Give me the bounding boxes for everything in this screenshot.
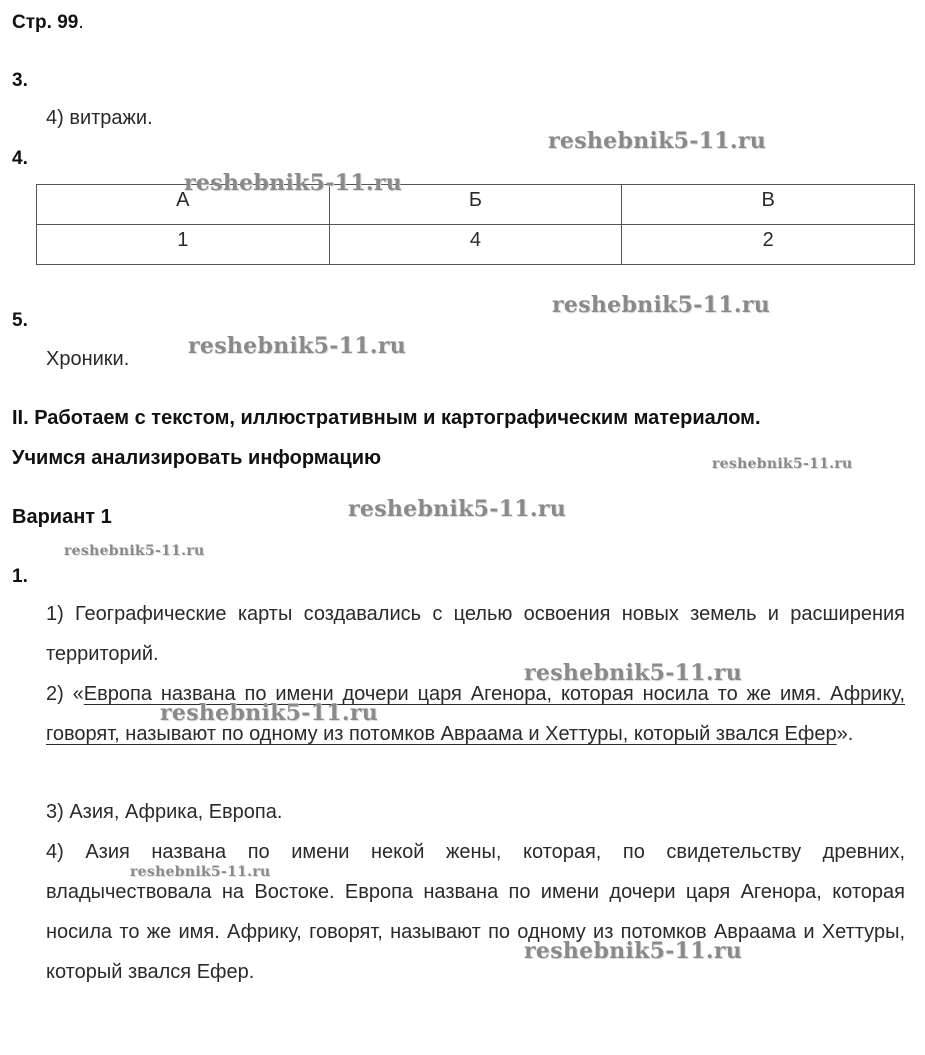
question-4-number: 4. — [12, 148, 28, 169]
answer-item-3: 3) Азия, Африка, Европа. — [46, 801, 283, 823]
item-2-prefix: 2) « — [46, 683, 84, 705]
table-row — [37, 225, 915, 265]
watermark: reshebnik5-11.ru — [712, 456, 853, 472]
answer-item-1: 1) Географические карты создавались с целью освоения новых земель и расширения территорий. — [46, 603, 905, 665]
question-5-number: 5. — [12, 310, 28, 331]
table-cell: 4 — [329, 225, 622, 265]
watermark: reshebnik5-11.ru — [184, 170, 403, 196]
page-header — [12, 12, 84, 34]
watermark: reshebnik5-11.ru — [552, 292, 771, 318]
table-header-cell: Б — [329, 185, 622, 225]
question-5-answer: Хроники. — [46, 348, 130, 370]
watermark: reshebnik5-11.ru — [130, 864, 271, 880]
table-header-cell: В — [622, 185, 915, 225]
table-header-cell: А — [37, 185, 330, 225]
watermark: reshebnik5-11.ru — [160, 700, 379, 726]
page-header-dot: . — [78, 12, 84, 33]
table-header-row — [37, 185, 915, 225]
watermark: reshebnik5-11.ru — [64, 543, 205, 559]
table-cell: 1 — [37, 225, 330, 265]
section-title-line-2: Учимся анализировать информацию — [12, 447, 382, 469]
watermark: reshebnik5-11.ru — [524, 938, 743, 964]
watermark: reshebnik5-11.ru — [188, 333, 407, 359]
variant-question-1-number: 1. — [12, 566, 28, 587]
question-3-number: 3. — [12, 70, 28, 91]
question-3-answer: 4) витражи. — [46, 107, 153, 129]
item-2-quote: Европа названа по имени дочери царя Агенора, которая носила то же имя. Африку, говорят, называют по одному из потомков Авраама и Хеттуры, который звался Ефер — [46, 683, 905, 745]
answer-item-4: 4) Азия названа по имени некой жены, которая, по свидетельству древних, владычествовала на Востоке. Европа названа по имени дочери царя Агенора, которая носила то же имя. Африку, говорят, называют по одному из потомков Авраама и Хеттуры, который звался Ефер. — [46, 841, 905, 983]
watermark: reshebnik5-11.ru — [548, 128, 767, 154]
section-title-line-1: II. Работаем с текстом, иллюстративным и картографическим материалом. — [12, 407, 761, 429]
variant-title: Вариант 1 — [12, 506, 112, 528]
table-cell: 2 — [622, 225, 915, 265]
item-2-suffix: ». — [836, 723, 854, 745]
page-header-label: Стр. 99 — [12, 12, 79, 33]
watermark: reshebnik5-11.ru — [348, 496, 567, 522]
watermark: reshebnik5-11.ru — [524, 660, 743, 686]
answer-table — [36, 184, 915, 265]
